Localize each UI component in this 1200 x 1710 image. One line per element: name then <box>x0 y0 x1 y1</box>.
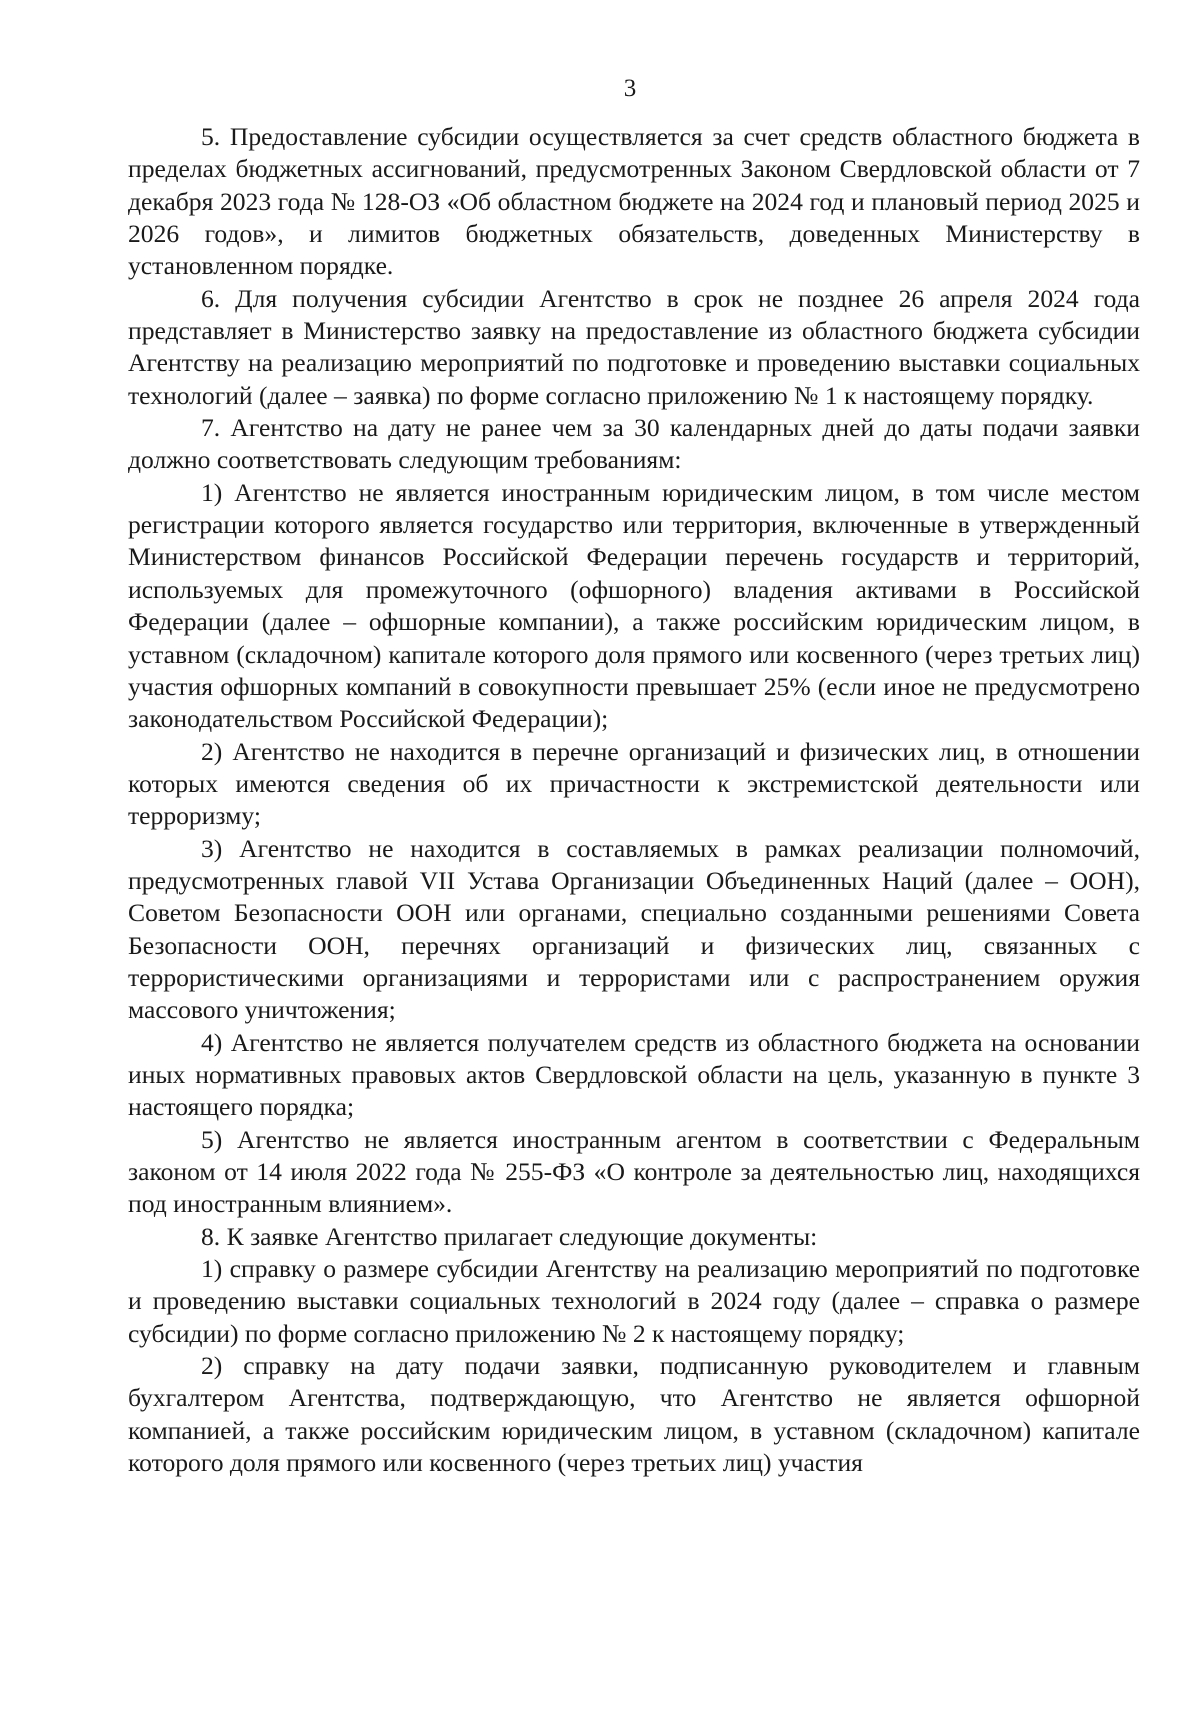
document-body <box>128 121 1140 1479</box>
paragraph-7-item-1: 1) Агентство не является иностранным юридическим лицом, в том числе местом регистрации которого является государство или территория, включенные в утвержденный Министерством финансов Российской Федерации перечень государств и территорий, используемых для промежуточного (офшорного) владения активами в Российской Федерации (далее – офшорные компании), а также российским юридическим лицом, в уставном (складочном) капитале которого доля прямого или косвенного (через третьих лиц) участия офшорных компаний в совокупности превышает 25% (если иное не предусмотрено законодательством Российской Федерации); <box>128 477 1140 734</box>
paragraph-8-item-1: 1) справку о размере субсидии Агентству на реализацию мероприятий по подготовке и проведению выставки социальных технологий в 2024 году (далее – справка о размере субсидии) по форме согласно приложению № 2 к настоящему порядку; <box>128 1254 1140 1348</box>
paragraph-6: 6. Для получения субсидии Агентство в срок не позднее 26 апреля 2024 года представляет в Министерство заявку на предоставление из областного бюджета субсидии Агентству на реализацию мероприятий по подготовке и проведению выставки социальных технологий (далее – заявка) по форме согласно приложению № 1 к настоящему порядку. <box>128 283 1140 410</box>
paragraph-7-item-5: 5) Агентство не является иностранным агентом в соответствии с Федеральным законом от 14 июля 2022 года № 255-ФЗ «О контроле за деятельностью лиц, находящихся под иностранным влиянием». <box>128 1124 1140 1219</box>
paragraph-5: 5. Предоставление субсидии осуществляется за счет средств областного бюджета в пределах бюджетных ассигнований, предусмотренных Законом Свердловской области от 7 декабря 2023 года № 128-ОЗ «Об областном бюджете на 2024 год и плановый период 2025 и 2026 годов», и лимитов бюджетных обязательств, доведенных Министерству в установленном порядке. <box>128 122 1140 281</box>
paragraph-7-item-4: 4) Агентство не является получателем средств из областного бюджета на основании иных нормативных правовых актов Свердловской области на цель, указанную в пункте 3 настоящего порядка; <box>128 1027 1140 1122</box>
paragraph-7-item-2: 2) Агентство не находится в перечне организаций и физических лиц, в отношении которых имеются сведения об их причастности к экстремистской деятельности или терроризму; <box>128 736 1140 831</box>
paragraph-7: 7. Агентство на дату не ранее чем за 30 календарных дней до даты подачи заявки должно соответствовать следующим требованиям: <box>128 413 1140 475</box>
paragraph-7-item-3: 3) Агентство не находится в составляемых в рамках реализации полномочий, предусмотренных главой VII Устава Организации Объединенных Наций (далее – ООН), Советом Безопасности ООН или органами, специально созданными решениями Совета Безопасности ООН, перечнях организаций и физических лиц, связанных с террористическими организациями и террористами или с распространением оружия массового уничтожения; <box>128 833 1140 1025</box>
paragraph-8-item-2: 2) справку на дату подачи заявки, подписанную руководителем и главным бухгалтером Агентства, подтверждающую, что Агентство не является офшорной компанией, а также российским юридическим лицом, в уставном (складочном) капитале которого доля прямого или косвенного (через третьих лиц) участия <box>128 1351 1140 1478</box>
paragraph-8: 8. К заявке Агентство прилагает следующие документы: <box>201 1221 818 1251</box>
page-number: 3 <box>623 75 637 102</box>
